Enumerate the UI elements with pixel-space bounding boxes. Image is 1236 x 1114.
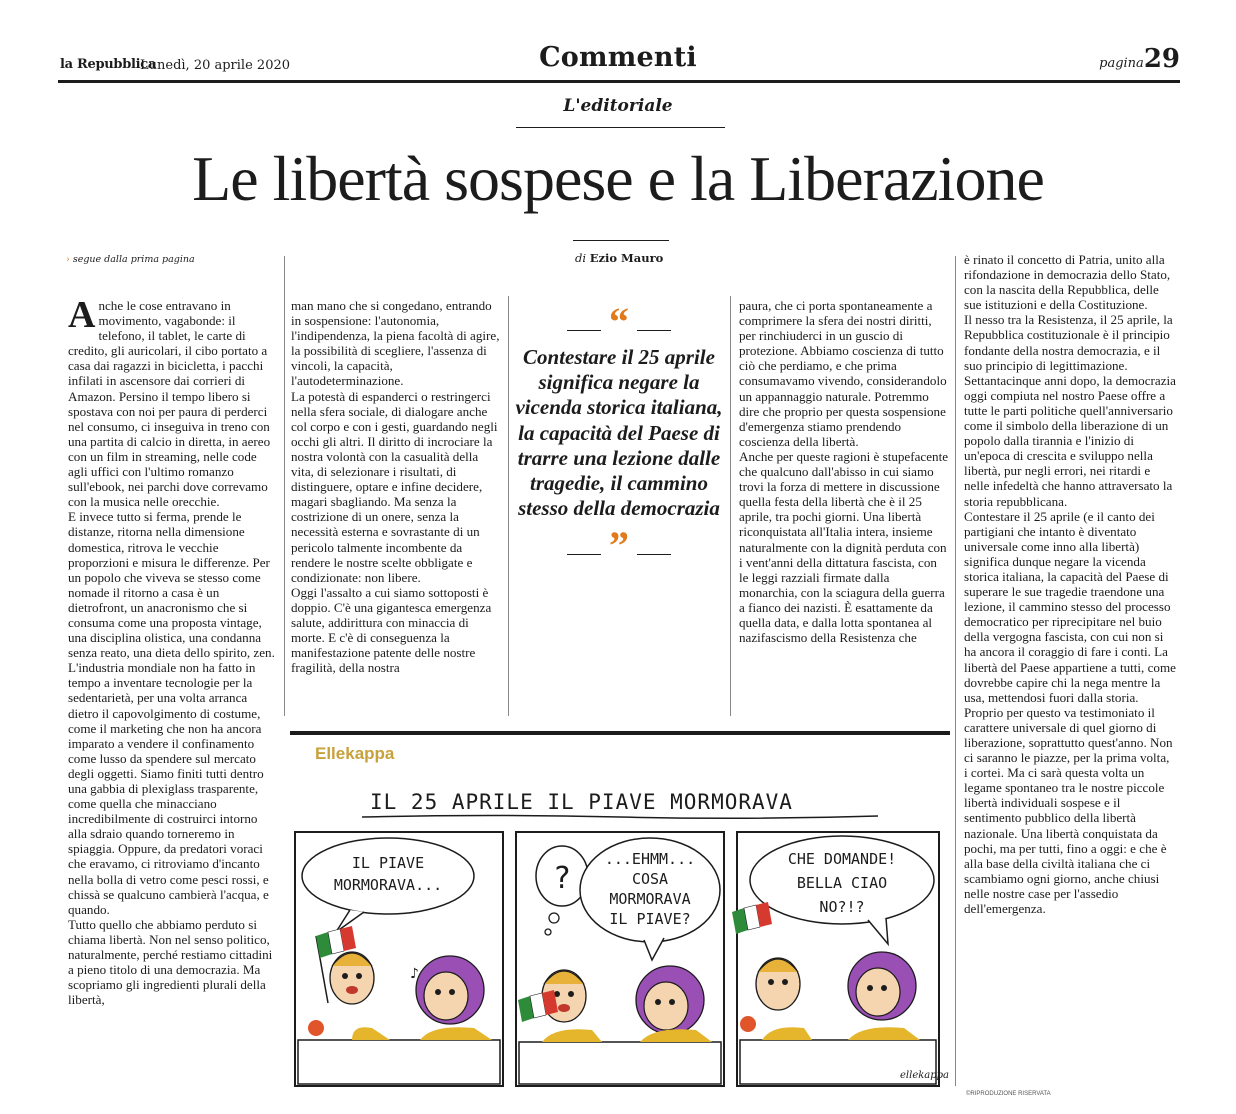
panel-1 — [298, 838, 500, 1084]
cartoon-title: IL 25 APRILE IL PIAVE MORMORAVA — [370, 790, 793, 814]
newspaper-logo: la Repubblica — [60, 57, 156, 72]
column-rule — [955, 256, 956, 1086]
column-rule — [508, 296, 509, 716]
close-quote-icon: ” — [609, 523, 629, 569]
paragraph: è rinato il concetto di Patria, unito alla rifondazione in democrazia dello Stato, con la nascita della Repubblica, delle sue istituzioni e della Costituzione. — [964, 252, 1171, 313]
masthead-rule — [58, 80, 1180, 83]
speech-text: COSA — [631, 870, 669, 888]
paragraph: Oggi l'assalto a cui siamo sottoposti è doppio. C'è una gigantesca emergenza salute, addirittura con minaccia di morte. E c'è di conseguenza la manifestazione patente delle nostre fragilità, della nostra — [291, 584, 492, 676]
thought-text: ? — [552, 861, 572, 896]
balcony — [519, 1042, 721, 1084]
cartoon-strip — [292, 828, 950, 1090]
speech-text: MORMORAVA — [609, 890, 691, 908]
panel-2 — [518, 838, 721, 1084]
article-column-5 — [964, 252, 1176, 916]
pull-quote-text: Contestare il 25 aprile significa negare la vicenda storica italiana, la capacità del Paese di trarre una lezione dalle tragedie, il cammino stesso della democrazia — [515, 345, 723, 521]
page-label: pagina — [1099, 56, 1144, 71]
quote-open — [514, 299, 724, 344]
paragraph: Anche le cose entravano in movimento, vagabonde: il telefono, il tablet, le carte di credito, gli auricolari, il cibo portato a casa dai ragazzi in bicicletta, i pacchi infilati in ascensore dai corrieri di Amazon. Persino il tempo libero si spostava con noi per paura di perderci nel consumo, ci inseguiva in treno con una partita di calcio in diretta, in aereo con un film in streaming, nelle code agli uffici con l'ultimo romanzo sull'ebook, nei parchi dove correvamo con la musica nelle orecchie. — [68, 294, 271, 510]
quote-close — [514, 523, 724, 569]
article-column-4 — [739, 298, 949, 645]
article-headline: Le libertà sospese e la Liberazione — [192, 143, 1044, 214]
issue-date: Lunedì, 20 aprile 2020 — [140, 58, 291, 73]
article-column-1 — [68, 294, 278, 1008]
paragraph: E invece tutto si ferma, prende le distanze, ritorna nella dimensione domestica, ritrova le vecchie proporzioni e misura le differenze. Per un popolo che viveva se stesso come nomade il ritorno a casa è un dietrofront, un anacronismo che si consuma come una proposta vintage, una disciplina olistica, una condanna senza reato, una dieta dello spirito, zen. L'industria mondiale non ha fatto in tempo a inventare tecnologie per la sedentarietà, per una volta arranca dietro il capovolgimento di costume, come il marketing che non ha ancora imparato a vendere il confinamento come lusso da spendere sul mercato degli oggetti. Siamo finiti tutti dentro una gabbia di plexiglass trasparente, come quella che minacciano incredibilmente di costruirci intorno alla sdraio quando torneremo in spiaggia. Oppure, da predatori voraci che eravamo, ci ritroviamo d'incanto nella bolla di vetro come pesci rossi, e chissà se qualcuno cambierà l'acqua, e quando. — [68, 509, 275, 917]
paragraph: Il nesso tra la Resistenza, il 25 aprile, la Repubblica costituzionale è il principio fondante della nostra democrazia, e il suo principio di legittimazione. Settantacinque anni dopo, la democrazia oggi compiuta nel nostro Paese offre a tutte le parti politiche quell'anniversario come il simbolo della liberazione di un popolo dalla tirannia e l'inizio di un'epoca di crescita e sviluppo nella libertà, pur negli errori, nei ritardi e nelle infedeltà che hanno attraversato la storia repubblicana. — [964, 312, 1176, 509]
paragraph: Anche per queste ragioni è stupefacente che qualcuno dall'abisso in cui siamo trovi la forza di mettere in discussione quella festa della libertà che è il 25 aprile, tra pochi giorni. Una libertà riconquistata all'Italia intera, insieme naturalmente con la dignità perduta con i vent'anni della dittatura fascista, con le leggi razziali firmate dalla monarchia, con la sciagura della guerra a fianco dei nazisti. È esattamente da quella data, e dalla lotta spontanea al nazifascismo della Resistenza che — [739, 448, 949, 646]
article-column-2 — [291, 298, 503, 675]
paragraph: Proprio per questo va testimoniato il carattere universale di quel giorno di liberazione, soprattutto quest'anno. Non ci saranno le piazze, per la prima volta, i cortei. Ma ci sarà questa volta un legame spontaneo tra le nostre piccole libertà individuali sospese e il sentimento pubblico della libertà nazionale. Una libertà conquistata da pochi, ma per tutti, fino a oggi: e che è alla base della civiltà italiana che ci scambiamo ogni giorno, anche chiusi nelle nostre case per l'assedio dell'emergenza. — [964, 704, 1173, 917]
byline-prefix: di — [575, 251, 587, 265]
drop-cap: A — [68, 294, 96, 336]
copyright-notice: ©RIPRODUZIONE RISERVATA — [966, 1091, 1051, 1097]
svg-text:♪: ♪ — [410, 966, 419, 982]
paragraph: paura, che ci porta spontaneamente a comprimere la sfera dei nostri diritti, per rinchiuderci in un guscio di protezione. Abbiamo coscienza di tutto ciò che perdiamo, e che prima consumavamo vivendo, considerandolo un appannaggio naturale. Potremmo dire che proprio per questa sospensione d'emergenza stiamo prendendo coscienza della libertà. — [739, 298, 947, 449]
cartoon-signature: ellekappa — [900, 1070, 950, 1081]
title-underline — [360, 812, 880, 822]
speech-text: ...EHMM... — [604, 850, 696, 868]
continued-text: segue dalla prima pagina — [72, 254, 195, 265]
balcony — [298, 1040, 500, 1084]
cartoon-rule — [290, 731, 950, 735]
column-rule — [730, 296, 731, 716]
speech-text: MORMORAVA... — [333, 876, 443, 894]
speech-text: IL PIAVE — [351, 854, 425, 872]
cartoon-label: Ellekappa — [315, 744, 395, 763]
speech-text: NO?!? — [819, 898, 865, 916]
speech-text: CHE DOMANDE! — [787, 850, 897, 868]
open-quote-icon: “ — [609, 299, 629, 344]
continued-note — [66, 254, 195, 265]
author-name: Ezio Mauro — [589, 251, 664, 265]
article-kicker: L'editoriale — [563, 96, 673, 116]
flower-icon — [740, 1016, 756, 1032]
section-title: Commenti — [539, 42, 697, 73]
panel-3 — [732, 836, 949, 1084]
speech-text: BELLA CIAO — [796, 874, 888, 892]
byline-rule — [573, 240, 669, 241]
kicker-rule — [516, 127, 725, 128]
paragraph: Contestare il 25 aprile (e il canto dei partigiani che intanto è diventato universale come inno alla libertà) significa dunque negare la vicenda storica italiana, la capacità del Paese di superare le sue tragedie traendone una lezione, il cammino stesso del processo democratico per riprecipitare nel buio della vergogna fascista, con cui non si ha ancora il coraggio di fare i conti. La libertà del Paese appartiene a tutti, come dovrebbe capire chi la nega mentre la usa, mettendosi fuori dalla storia. — [964, 508, 1176, 705]
speech-text: IL PIAVE? — [609, 910, 691, 928]
page-number-value: 29 — [1143, 44, 1180, 74]
column-rule — [284, 256, 285, 716]
pull-quote — [514, 299, 724, 569]
paragraph: La potestà di espanderci o restringerci nella sfera sociale, di dialogare anche col corpo e con i gesti, guardando negli occhi gli altri. Il diritto di incrociare la nostra volontà con la casualità della vita, di selezionare i risultati, di distinguere, optare e infine decidere, magari sbagliando. Ma senza la costrizione di un onere, senza la necessità esterna e sovrastante di un pericolo talmente incombente da rendere le nostre scelte obbligate e condizionate: non libere. — [291, 388, 498, 585]
arrow-icon: › — [66, 254, 70, 265]
paragraph: man mano che si congedano, entrando in sospensione: l'autonomia, l'indipendenza, la piena facoltà di agire, la possibilità di scegliere, l'assenza di vincoli, la capacità, l'autodeterminazione. — [291, 298, 500, 389]
byline — [575, 251, 663, 265]
paragraph: Tutto quello che abbiamo perduto si chiama libertà. Non nel senso politico, naturalmente, perché restiamo cittadini a pieno titolo di una democrazia. Ma scopriamo gli ingredienti plurali della libertà, — [68, 916, 273, 1008]
flower-icon — [308, 1020, 324, 1036]
page-number — [1099, 44, 1180, 74]
